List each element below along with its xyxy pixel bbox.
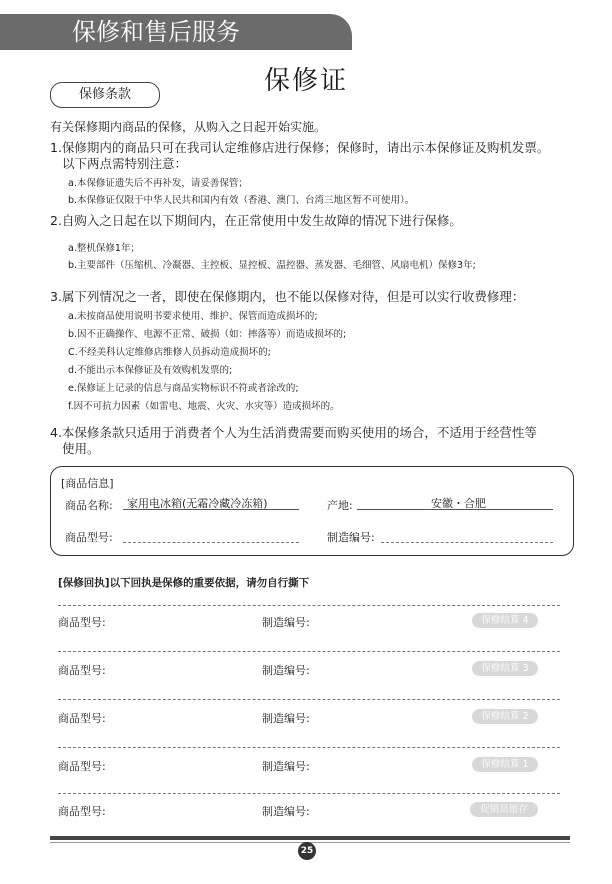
- term-2-a: a.整机保修1年；: [68, 243, 140, 254]
- term-2-line1: 2.自购入之日起在以下期间内，在正常使用中发生故障的情况下进行保修。: [50, 213, 462, 228]
- terms-intro: 有关保修期内商品的保修，从购入之日起开始实施。: [50, 120, 327, 134]
- origin-value: 安徽・合肥: [431, 497, 486, 510]
- product-info-box: [50, 466, 574, 556]
- term-3-line1: 3.属下列情况之一者，即使在保修期内，也不能以保修对待，但是可以实行收费修理：: [50, 289, 525, 304]
- origin-field[interactable]: [357, 495, 553, 510]
- serial-label: 制造编号:: [327, 531, 375, 544]
- receipt-serial-label: 制造编号:: [262, 664, 310, 677]
- page-number: 25: [298, 842, 316, 860]
- receipt-serial-label: 制造编号:: [262, 616, 310, 629]
- term-1-line2: 以下两点需特别注意：: [62, 156, 188, 171]
- tear-line: [58, 698, 560, 700]
- product-name-value: 家用电冰箱(无霜冷藏冷冻箱): [127, 497, 268, 510]
- tear-line: [58, 746, 560, 748]
- receipt-badge: 保修结算 3: [472, 661, 538, 676]
- product-name-label: 商品名称:: [65, 499, 113, 512]
- receipt-title: [保修回执]以下回执是保修的重要依据，请勿自行撕下: [58, 577, 310, 589]
- term-1-a: a.本保修证遗失后不再补发，请妥善保管；: [68, 178, 248, 189]
- receipt-serial-label: 制造编号:: [262, 760, 310, 773]
- receipt-model-label: 商品型号:: [58, 616, 106, 629]
- receipt-model-label: 商品型号:: [58, 712, 106, 725]
- term-3-a: a.未按商品使用说明书要求使用、维护、保管而造成损坏的;: [68, 311, 318, 322]
- receipt-model-label: 商品型号:: [58, 805, 106, 818]
- tear-line: [58, 650, 560, 652]
- section-title: 保修和售后服务: [72, 18, 240, 46]
- term-1-b: b.本保修证仅限于中华人民共和国内有效（香港、澳门、台湾三地区暂不可使用）。: [68, 195, 415, 206]
- section-header-bar: [0, 14, 352, 50]
- receipt-badge: 保修结算 4: [472, 613, 538, 628]
- receipt-badge: 保修结算 2: [472, 709, 538, 724]
- model-field[interactable]: [123, 541, 299, 543]
- receipt-badge: 促销员留存: [470, 802, 538, 817]
- receipt-model-label: 商品型号:: [58, 760, 106, 773]
- terms-pill-label: 保修条款: [50, 82, 160, 108]
- term-3-b: b.因不正确操作、电源不正常、破损（如：摔落等）而造成损坏的;: [68, 329, 347, 340]
- product-name-field[interactable]: [123, 495, 299, 510]
- receipt-badge: 保修结算 1: [472, 757, 538, 772]
- term-1-line1: 1.保修期内的商品只可在我司认定维修店进行保修；保修时，请出示本保修证及购机发票。: [50, 140, 550, 155]
- receipt-model-label: 商品型号:: [58, 664, 106, 677]
- term-3-d: d.不能出示本保修证及有效购机发票的;: [68, 365, 233, 376]
- term-3-c: C.不经美科认定维修店维修人员拆动造成损坏的;: [68, 347, 271, 358]
- product-info-heading: [商品信息]: [61, 477, 114, 490]
- receipt-serial-label: 制造编号:: [262, 712, 310, 725]
- term-4-line2: 使用。: [62, 441, 100, 456]
- footer-rule: [50, 836, 570, 840]
- term-2-b: b.主要部件（压缩机、冷凝器、主控板、显控板、温控器、蒸发器、毛细管、风扇电机）保修3年;: [68, 260, 476, 271]
- receipt-serial-label: 制造编号:: [262, 805, 310, 818]
- model-label: 商品型号:: [65, 531, 113, 544]
- page-title: 保修证: [263, 66, 348, 96]
- term-3-e: e.保修证上记录的信息与商品实物标识不符或者涂改的;: [68, 383, 299, 394]
- tear-line: [58, 792, 560, 794]
- term-3-f: f.因不可抗力因素（如雷电、地震、火灾、水灾等）造成损坏的。: [68, 401, 340, 412]
- serial-field[interactable]: [381, 541, 553, 543]
- term-4-line1: 4.本保修条款只适用于消费者个人为生活消费需要而购买使用的场合，不适用于经营性等: [50, 425, 537, 440]
- origin-label: 产地:: [327, 499, 353, 512]
- tear-line: [58, 604, 560, 606]
